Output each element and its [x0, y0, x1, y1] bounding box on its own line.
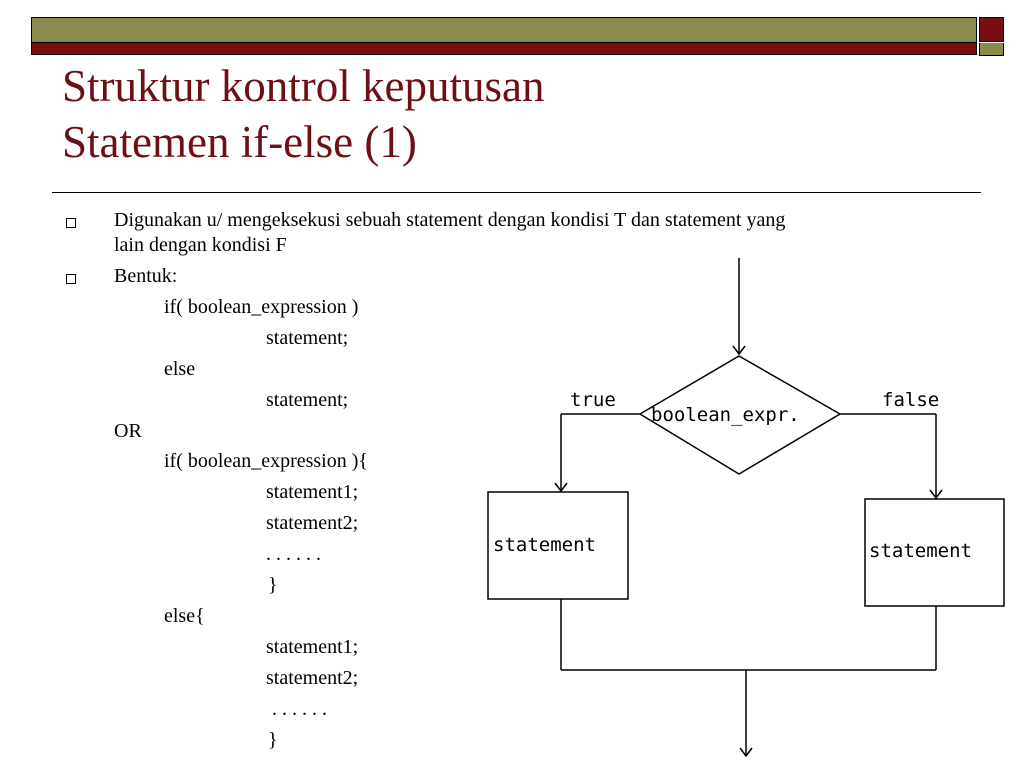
bullet-1-line-1: Digunakan u/ mengeksekusi sebuah statement dengan kondisi T dan statement yang [114, 209, 786, 231]
code-line-else: else [164, 358, 196, 380]
code-line-close-brace: } [268, 729, 278, 751]
title-line-2: Statemen if-else (1) [62, 117, 417, 167]
bullet-2-text: Bentuk: [114, 265, 178, 287]
false-label: false [882, 389, 940, 411]
condition-label: boolean_expr. [651, 404, 800, 426]
false-statement-label: statement [869, 540, 972, 562]
code-line-statement: statement; [266, 389, 349, 411]
code-line-statement1: statement1; [266, 636, 359, 658]
bullet-1-line-2: lain dengan kondisi F [114, 234, 287, 256]
title-line-1: Struktur kontrol keputusan [62, 61, 545, 111]
code-line-statement2: statement2; [266, 512, 359, 534]
code-line-ellipsis: . . . . . . [272, 698, 327, 720]
code-line-statement: statement; [266, 327, 349, 349]
true-statement-label: statement [493, 534, 596, 556]
code-line-statement1: statement1; [266, 481, 359, 503]
code-line-close-brace: } [268, 574, 278, 596]
code-line-if-block: if( boolean_expression ){ [164, 450, 368, 472]
code-line-statement2: statement2; [266, 667, 359, 689]
code-line-ellipsis: . . . . . . [266, 543, 321, 565]
code-line-if: if( boolean_expression ) [164, 296, 359, 318]
code-line-else-block: else{ [164, 605, 205, 627]
true-label: true [570, 389, 616, 411]
code-line-or: OR [114, 420, 142, 442]
